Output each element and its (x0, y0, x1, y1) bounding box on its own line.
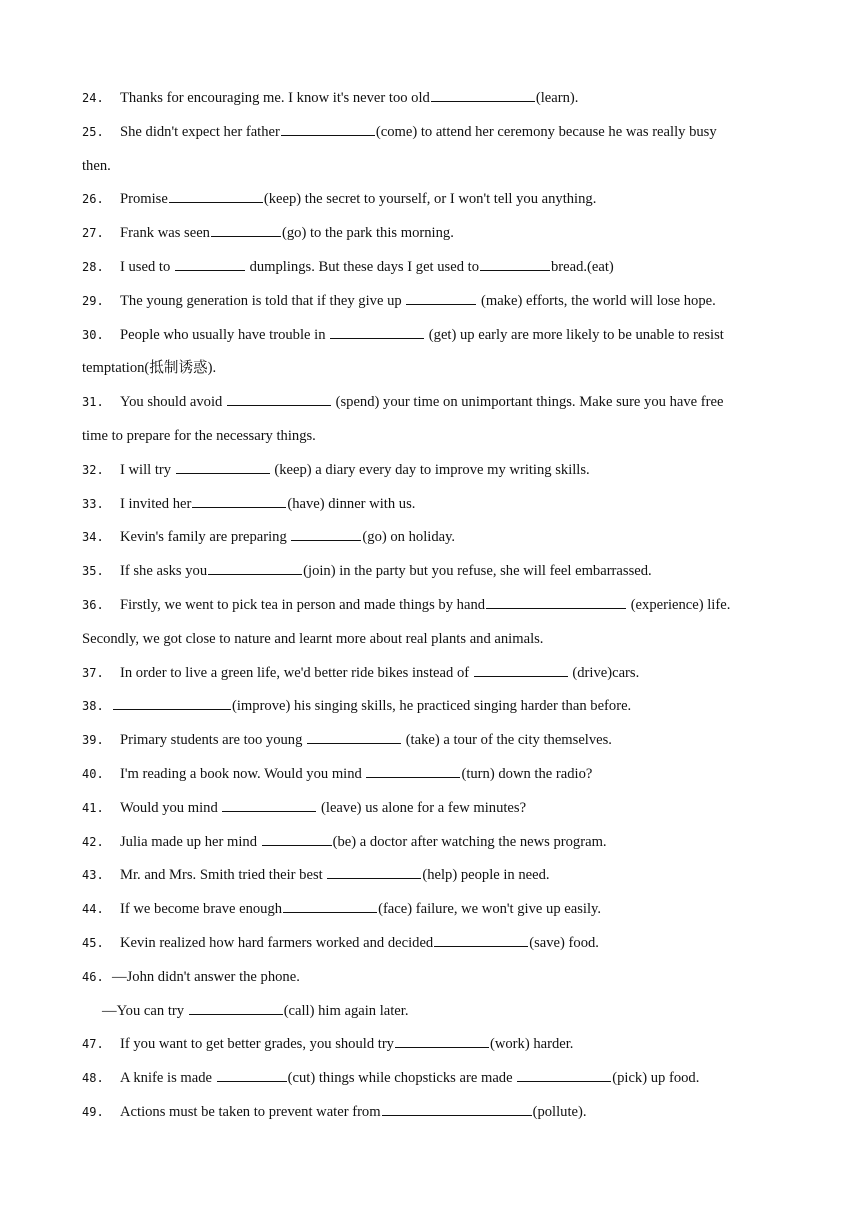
question-line (82, 521, 782, 555)
question-text: I will try (120, 461, 175, 478)
question-line (82, 893, 782, 927)
question-line (82, 150, 782, 184)
question-number: 35. (82, 564, 104, 579)
question-number: 34. (82, 530, 104, 545)
question-number: 33. (82, 496, 104, 511)
question-text: (go) to the park this morning. (281, 225, 454, 242)
question-text: (make) efforts, the world will lose hope. (477, 292, 716, 309)
answer-blank[interactable] (189, 1013, 283, 1015)
question-text: You should avoid (120, 394, 226, 411)
answer-blank[interactable] (307, 742, 401, 744)
question-line (82, 995, 782, 1029)
question-text: Mr. and Mrs. Smith tried their best (120, 867, 327, 884)
question-line (82, 792, 782, 826)
question-number: 30. (82, 327, 104, 342)
question-text: (keep) the secret to yourself, or I won't tell you anything. (263, 191, 597, 208)
question-text: If she asks you (120, 563, 208, 580)
answer-blank[interactable] (176, 472, 270, 474)
question-text: (have) dinner with us. (287, 495, 416, 512)
answer-blank[interactable] (211, 235, 281, 237)
question-line (82, 589, 782, 623)
question-number: 27. (82, 226, 104, 241)
question-number: 46. (82, 969, 104, 984)
answer-blank[interactable] (366, 776, 460, 778)
question-text: (be) a doctor after watching the news program. (332, 833, 607, 850)
question-line (82, 555, 782, 589)
question-text: (pick) up food. (612, 1070, 700, 1087)
question-text: (save) food. (529, 934, 599, 951)
question-text: She didn't expect her father (120, 123, 280, 140)
question-number: 37. (82, 665, 104, 680)
answer-blank[interactable] (222, 810, 316, 812)
question-text: (take) a tour of the city themselves. (402, 732, 612, 749)
answer-blank[interactable] (406, 303, 476, 305)
question-text: —John didn't answer the phone. (112, 968, 300, 985)
answer-blank[interactable] (327, 877, 421, 879)
question-number: 40. (82, 766, 104, 781)
question-number: 47. (82, 1037, 104, 1052)
answer-blank[interactable] (217, 1080, 287, 1082)
answer-blank[interactable] (486, 607, 626, 609)
answer-blank[interactable] (262, 844, 332, 846)
question-line (82, 1028, 782, 1062)
question-line (82, 116, 782, 150)
question-text: If we become brave enough (120, 901, 283, 918)
question-text: Firstly, we went to pick tea in person and made things by hand (120, 596, 486, 613)
answer-blank[interactable] (382, 1114, 532, 1116)
question-text: (keep) a diary every day to improve my writing skills. (270, 461, 590, 478)
question-text: temptation(抵制诱惑). (82, 360, 217, 377)
question-text: (learn). (535, 90, 579, 106)
question-line (82, 183, 782, 217)
question-text: People who usually have trouble in (120, 326, 330, 343)
question-text: (cut) things while chopsticks are made (287, 1070, 517, 1087)
answer-blank[interactable] (208, 573, 302, 575)
question-text: The young generation is told that if they give up (120, 292, 406, 309)
question-number: 28. (82, 259, 104, 274)
question-line (82, 961, 782, 995)
question-text: bread.(eat) (551, 258, 614, 275)
question-line (82, 657, 782, 691)
question-line (82, 454, 782, 488)
question-text: (pollute). (532, 1103, 587, 1120)
question-line (82, 927, 782, 961)
question-line (82, 352, 782, 386)
answer-blank[interactable] (169, 201, 263, 203)
answer-blank[interactable] (431, 100, 535, 102)
question-number: 36. (82, 597, 104, 612)
question-line (82, 1062, 782, 1096)
question-number: 43. (82, 868, 104, 883)
question-number: 44. (82, 902, 104, 917)
question-text: (work) harder. (489, 1036, 574, 1053)
question-text: Secondly, we got close to nature and learnt more about real plants and animals. (82, 630, 544, 647)
question-text: (help) people in need. (422, 867, 550, 884)
question-text: Kevin realized how hard farmers worked and decided (120, 934, 434, 951)
question-line (82, 758, 782, 792)
answer-blank[interactable] (330, 337, 424, 339)
question-text: Would you mind (120, 799, 222, 816)
question-number: 26. (82, 192, 104, 207)
answer-blank[interactable] (227, 404, 331, 406)
question-list (82, 82, 782, 1130)
question-text: Promise (120, 191, 168, 208)
question-line (82, 420, 782, 454)
question-text: time to prepare for the necessary things. (82, 427, 316, 444)
question-text: (face) failure, we won't give up easily. (378, 901, 602, 918)
answer-blank[interactable] (281, 134, 375, 136)
answer-blank[interactable] (113, 708, 231, 710)
question-number: 24. (82, 91, 104, 105)
answer-blank[interactable] (192, 506, 286, 508)
question-text: Primary students are too young (120, 732, 307, 749)
question-text: —You can try (102, 1002, 188, 1019)
question-text: Actions must be taken to prevent water from (120, 1103, 381, 1120)
question-text: (call) him again later. (283, 1002, 409, 1019)
answer-blank[interactable] (517, 1080, 611, 1082)
question-text: (improve) his singing skills, he practiced singing harder than before. (232, 698, 632, 715)
question-text: then. (82, 157, 111, 174)
answer-blank[interactable] (434, 945, 528, 947)
question-text: Frank was seen (120, 225, 210, 242)
question-number: 49. (82, 1104, 104, 1119)
question-text: If you want to get better grades, you should try (120, 1036, 394, 1053)
question-line (82, 82, 782, 116)
question-line (82, 859, 782, 893)
question-text: Thanks for encouraging me. I know it's never too old (120, 90, 430, 106)
question-line (82, 724, 782, 758)
question-text: I used to (120, 258, 174, 275)
question-text: (turn) down the radio? (461, 765, 593, 782)
question-number: 25. (82, 124, 104, 139)
answer-blank[interactable] (175, 269, 245, 271)
question-text: A knife is made (120, 1070, 216, 1087)
question-text: (experience) life. (627, 596, 731, 613)
question-text: I'm reading a book now. Would you mind (120, 765, 366, 782)
question-number: 29. (82, 293, 104, 308)
question-text: Julia made up her mind (120, 833, 261, 850)
question-text: In order to live a green life, we'd better ride bikes instead of (120, 664, 473, 681)
question-text: (drive)cars. (568, 664, 640, 681)
question-text: (leave) us alone for a few minutes? (317, 799, 527, 816)
question-line (82, 319, 782, 353)
question-line (82, 285, 782, 319)
question-number: 39. (82, 733, 104, 748)
question-text: (spend) your time on unimportant things. Make sure you have free (331, 394, 724, 411)
question-number: 31. (82, 395, 104, 410)
answer-blank[interactable] (480, 269, 550, 271)
question-text: (join) in the party but you refuse, she will feel embarrassed. (303, 563, 652, 580)
question-line (82, 488, 782, 522)
question-number: 48. (82, 1071, 104, 1086)
question-text: (get) up early are more likely to be unable to resist (425, 326, 724, 343)
question-line (82, 386, 782, 420)
question-text: (go) on holiday. (362, 529, 456, 546)
question-text: dumplings. But these days I get used to (245, 258, 479, 275)
answer-blank[interactable] (291, 539, 361, 541)
question-text: (come) to attend her ceremony because he was really busy (375, 123, 717, 140)
question-text: I invited her (120, 495, 192, 512)
question-line (82, 690, 782, 724)
answer-blank[interactable] (474, 675, 568, 677)
answer-blank[interactable] (395, 1046, 489, 1048)
question-line (82, 251, 782, 285)
question-line (82, 217, 782, 251)
question-line (82, 1096, 782, 1130)
question-number: 32. (82, 462, 104, 477)
question-number: 45. (82, 935, 104, 950)
answer-blank[interactable] (283, 911, 377, 913)
question-line (82, 826, 782, 860)
question-number: 41. (82, 800, 104, 815)
question-number: 38. (82, 699, 104, 714)
question-text: Kevin's family are preparing (120, 529, 291, 546)
question-number: 42. (82, 834, 104, 849)
question-line (82, 623, 782, 657)
